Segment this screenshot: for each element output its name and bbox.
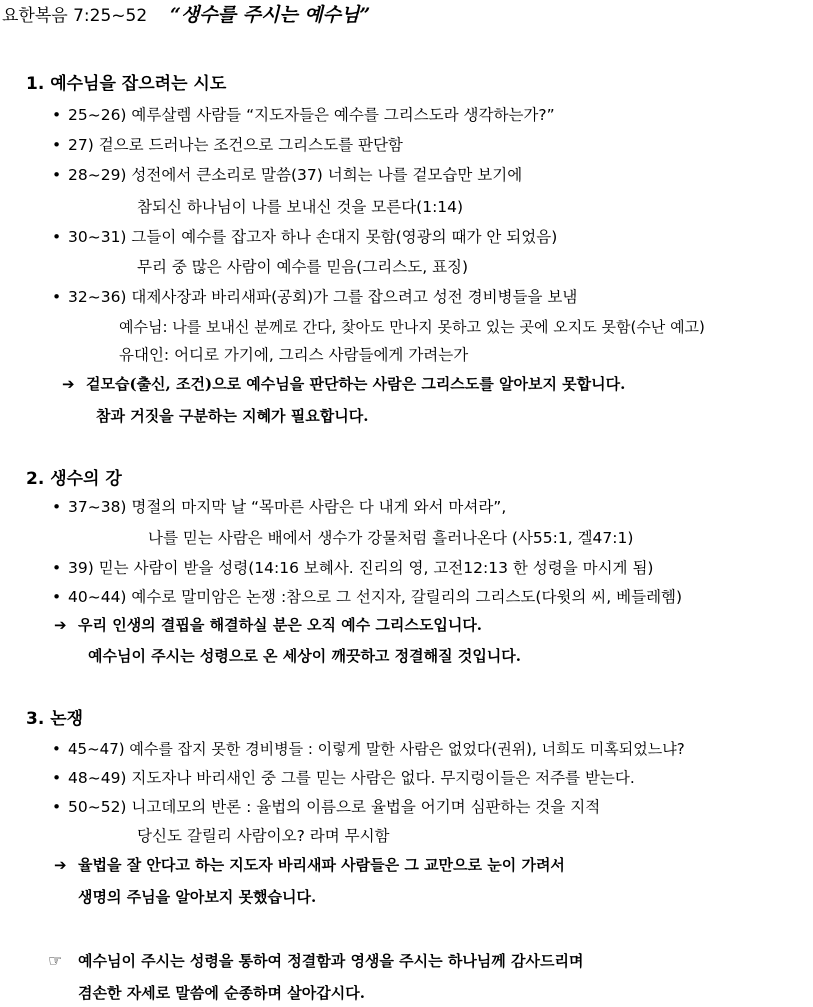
right-arrow-icon: ➔ — [54, 856, 67, 874]
list-item-text: 30~31) 그들이 예수를 잡고자 하나 손대지 못함(영광의 때가 안 되었음) — [68, 228, 558, 246]
section-3-heading: 3. 논쟁 — [26, 709, 84, 729]
closing-text: 예수님이 주시는 성령을 통하여 정결함과 영생을 주시는 하나님께 감사드리며 — [78, 952, 584, 970]
bullet-dot-icon: • — [52, 559, 62, 577]
list-item-continuation: 참되신 하나님이 나를 보내신 것을 모른다(1:14) — [137, 198, 464, 216]
list-item — [52, 287, 577, 307]
bullet-dot-icon: • — [52, 769, 62, 787]
section-2-conclusion-continuation: 예수님이 주시는 성령으로 온 세상이 깨끗하고 정결해질 것입니다. — [88, 647, 522, 665]
bullet-dot-icon: • — [52, 136, 62, 154]
list-item — [52, 587, 682, 607]
bullet-dot-icon: • — [52, 106, 62, 124]
list-item-continuation: 유대인: 어디로 가기에, 그리스 사람들에게 가려는가 — [119, 346, 469, 364]
bullet-dot-icon: • — [52, 228, 62, 246]
right-arrow-icon: ➔ — [54, 616, 67, 634]
list-item-continuation: 무리 중 많은 사람이 예수를 믿음(그리스도, 표징) — [137, 258, 469, 276]
list-item-text: 27) 겉으로 드러나는 조건으로 그리스도를 판단함 — [68, 136, 403, 154]
list-item — [52, 797, 600, 817]
section-2-conclusion — [54, 614, 482, 636]
section-1-conclusion — [62, 373, 625, 395]
list-item — [52, 135, 403, 155]
list-item-text: 37~38) 명절의 마지막 날 “목마른 사람은 다 내게 와서 마셔라”, — [68, 498, 507, 516]
section-3-conclusion-continuation: 생명의 주님을 알아보지 못했습니다. — [78, 888, 317, 906]
bullet-dot-icon: • — [52, 588, 62, 606]
closing-statement — [48, 950, 583, 972]
section-2-heading: 2. 생수의 강 — [26, 469, 122, 489]
right-arrow-icon: ➔ — [62, 375, 75, 393]
section-3-conclusion — [54, 854, 565, 876]
section-1-conclusion-continuation: 참과 거짓을 구분하는 지혜가 필요합니다. — [96, 407, 369, 425]
list-item-continuation: 당신도 갈릴리 사람이오? 라며 무시함 — [137, 827, 390, 845]
bullet-dot-icon: • — [52, 288, 62, 306]
pointing-hand-icon: ☞ — [48, 951, 63, 970]
conclusion-text: 율법을 잘 안다고 하는 지도자 바리새파 사람들은 그 교만으로 눈이 가려서 — [78, 856, 565, 874]
list-item-text: 40~44) 예수로 말미암은 논쟁 :참으로 그 선지자, 갈릴리의 그리스도(다윗의 씨, 베들레헴) — [68, 588, 683, 606]
bullet-dot-icon: • — [52, 498, 62, 516]
list-item-text: 28~29) 성전에서 큰소리로 말씀(37) 너희는 나를 겉모습만 보기에 — [68, 166, 523, 184]
conclusion-text: 겉모습(출신, 조건)으로 예수님을 판단하는 사람은 그리스도를 알아보지 못합니다. — [86, 375, 626, 393]
list-item — [52, 739, 685, 759]
list-item — [52, 227, 557, 247]
sermon-title: “생수를 주시는 예수님” — [170, 4, 371, 26]
list-item-text: 48~49) 지도자나 바리새인 중 그를 믿는 사람은 없다. 무지렁이들은 저주를 받는다. — [68, 769, 635, 787]
list-item-text: 39) 믿는 사람이 받을 성령(14:16 보혜사. 진리의 영, 고전12:13 한 성령을 마시게 됨) — [68, 559, 654, 577]
bullet-dot-icon: • — [52, 740, 61, 758]
list-item — [52, 768, 635, 788]
list-item — [52, 165, 522, 185]
list-item — [52, 497, 506, 517]
closing-statement-continuation: 겸손한 자세로 말씀에 순종하며 살아갑시다. — [78, 984, 365, 1002]
list-item-text: 25~26) 예루살렘 사람들 “지도자들은 예수를 그리스도라 생각하는가?” — [68, 106, 555, 124]
scripture-reference: 요한복음 7:25~52 — [2, 6, 148, 26]
bullet-dot-icon: • — [52, 798, 62, 816]
list-item-continuation: 나를 믿는 사람은 배에서 생수가 강물처럼 흘러나온다 (사55:1, 겔47:1) — [148, 529, 634, 547]
list-item-continuation: 예수님: 나를 보내신 분께로 간다, 찾아도 만나지 못하고 있는 곳에 오지도 못함(수난 예고) — [119, 318, 705, 336]
list-item — [52, 105, 555, 125]
bullet-dot-icon: • — [52, 166, 62, 184]
section-1-heading: 1. 예수님을 잡으려는 시도 — [26, 74, 227, 94]
list-item-text: 50~52) 니고데모의 반론 : 율법의 이름으로 율법을 어기며 심판하는 것을 지적 — [68, 798, 601, 816]
list-item-text: 32~36) 대제사장과 바리새파(공회)가 그를 잡으려고 성전 경비병들을 보냄 — [68, 288, 578, 306]
list-item — [52, 558, 653, 578]
conclusion-text: 우리 인생의 결핍을 해결하실 분은 오직 예수 그리스도입니다. — [78, 616, 483, 634]
list-item-text: 45~47) 예수를 잡지 못한 경비병들 : 이렇게 말한 사람은 없었다(권위), 너희도 미혹되었느냐? — [68, 740, 685, 758]
